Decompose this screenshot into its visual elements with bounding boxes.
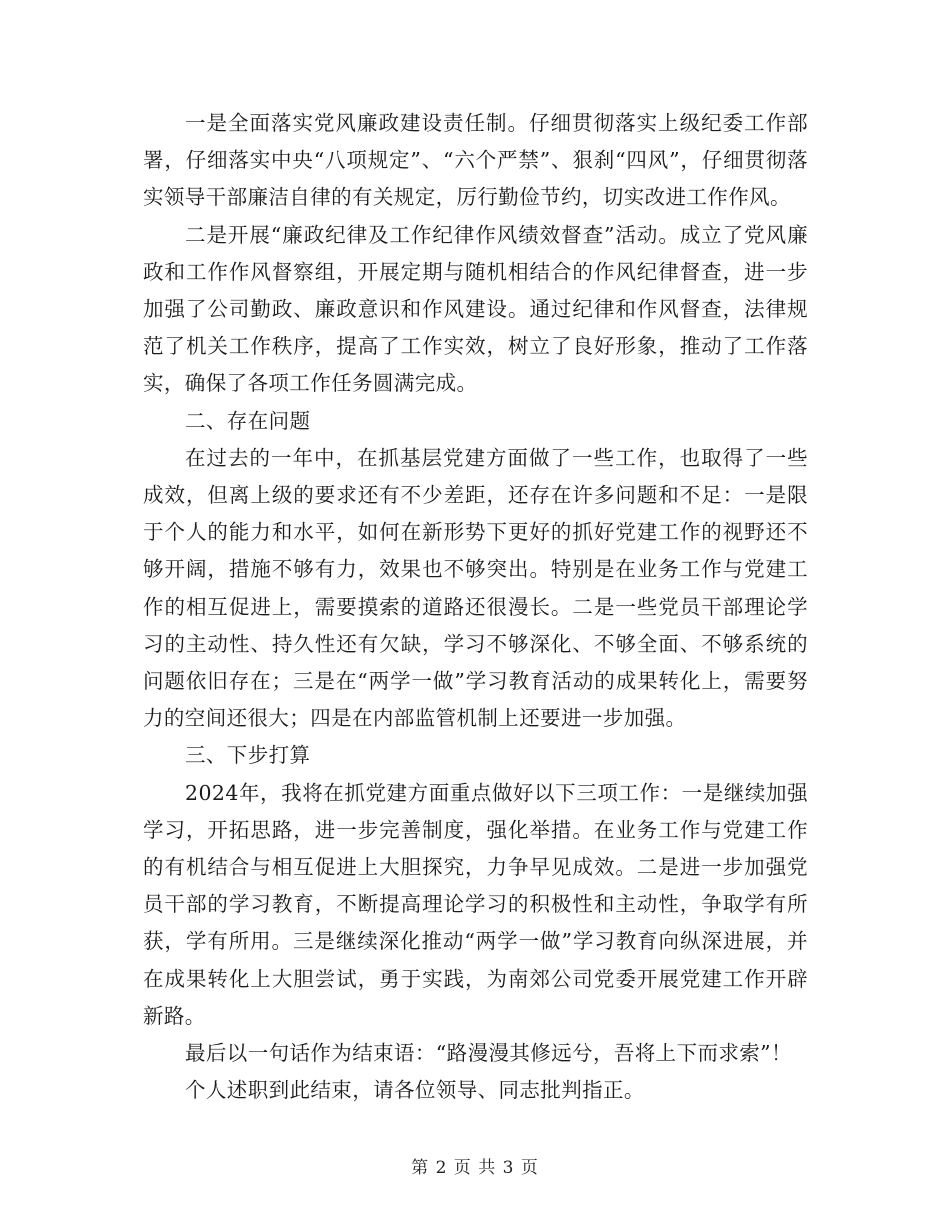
paragraph-problems: 在过去的一年中，在抓基层党建方面做了一些工作，也取得了一些成效，但离上级的要求还有不少差距，还存在许多问题和不足：一是限于个人的能力和水平，如何在新形势下更好的抓好党建工作的视野还不够开阔，措施不够有力，效果也不够突出。特别是在业务工作与党建工作的相互促进上，需要摸索的道路还很漫长。二是一些党员干部理论学习的主动性、持久性还有欠缺，学习不够深化、不够全面、不够系统的问题依旧存在；三是在“两学一做”学习教育活动的成果转化上，需要努力的空间还很大；四是在内部监管机制上还要进一步加强。: [143, 445, 808, 731]
paragraph-next-plans: 2024年，我将在抓党建方面重点做好以下三项工作：一是继续加强学习，开拓思路，进一步完善制度，强化举措。在业务工作与党建工作的有机结合与相互促进上大胆探究，力争早见成效。二是进一步加强党员干部的学习教育，不断提高理论学习的积极性和主动性，争取学有所获，学有所用。三是继续深化推动“两学一做”学习教育向纵深进展，并在成果转化上大胆尝试，勇于实践，为南郊公司党委开展党建工作开辟新路。: [143, 780, 808, 1028]
document-body: [143, 105, 808, 1109]
paragraph-discipline-inspection: 二是开展“廉政纪律及工作纪律作风绩效督查”活动。成立了党风廉政和工作作风督察组，开展定期与随机相结合的作风纪律督查，进一步加强了公司勤政、廉政意识和作风建设。通过纪律和作风督查，法律规范了机关工作秩序，提高了工作实效，树立了良好形象，推动了工作落实，确保了各项工作任务圆满完成。: [143, 222, 808, 396]
paragraph-party-responsibility: 一是全面落实党风廉政建设责任制。仔细贯彻落实上级纪委工作部署，仔细落实中央“八项规定”、“六个严禁”、狠刹“四风”，仔细贯彻落实领导干部廉洁自律的有关规定，厉行勤俭节约，切实改进工作作风。: [143, 111, 808, 210]
section-heading-next-plans: 三、下步打算: [185, 743, 311, 768]
section-heading-problems: 二、存在问题: [185, 408, 311, 433]
page-number-footer: 第 2 页 共 3 页: [411, 1158, 539, 1178]
paragraph-closing-quote: 最后以一句话作为结束语：“路漫漫其修远兮，吾将上下而求索”！: [185, 1041, 792, 1066]
paragraph-closing-remark: 个人述职到此结束，请各位领导、同志批判指正。: [185, 1078, 645, 1103]
